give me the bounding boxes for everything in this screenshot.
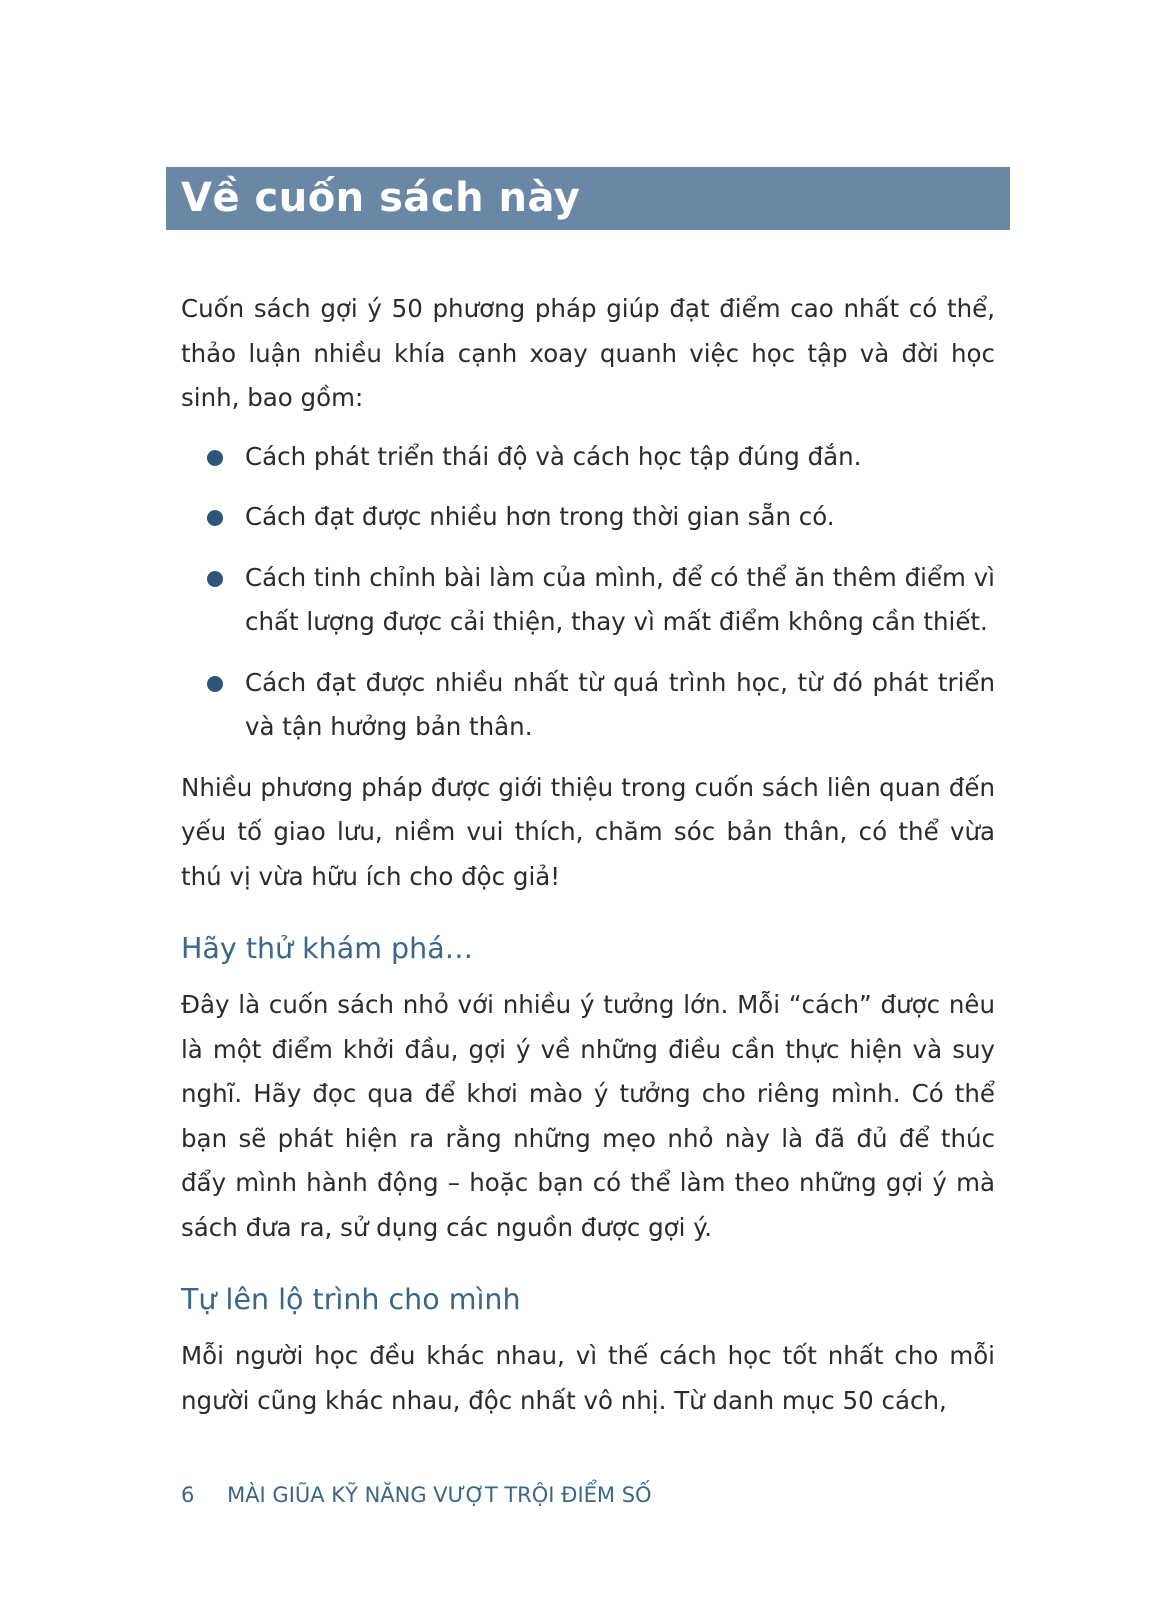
bullet-text: Cách đạt được nhiều nhất từ quá trình học, từ đó phát triển và tận hưởng bản thân. [245, 667, 995, 741]
bullet-dot-icon [207, 571, 223, 587]
bullet-dot-icon [207, 450, 223, 466]
bullet-item [181, 495, 995, 540]
bullet-text: Cách đạt được nhiều hơn trong thời gian sẵn có. [245, 502, 835, 531]
running-title: MÀI GIŨA KỸ NĂNG VƯỢT TRỘI ĐIỂM SỐ [227, 1483, 652, 1507]
bullet-text: Cách tinh chỉnh bài làm của mình, để có thể ăn thêm điểm vì chất lượng được cải thiện, thay vì mất điểm không cần thiết. [245, 562, 995, 636]
title-band [166, 167, 1010, 230]
page-content [181, 287, 995, 1423]
intro-paragraph: Cuốn sách gợi ý 50 phương pháp giúp đạt điểm cao nhất có thể, thảo luận nhiều khía cạnh xoay quanh việc học tập và đời học sinh, bao gồm: [181, 294, 995, 412]
bullet-list [181, 435, 995, 750]
bullet-item [181, 556, 995, 645]
page-title: Về cuốn sách này [181, 175, 581, 221]
page-footer [181, 1480, 652, 1510]
section-heading-explore: Hãy thử khám phá… [181, 932, 474, 965]
section-heading-roadmap: Tự lên lộ trình cho mình [181, 1283, 521, 1316]
paragraph-two: Nhiều phương pháp được giới thiệu trong cuốn sách liên quan đến yếu tố giao lưu, niềm vui thích, chăm sóc bản thân, có thể vừa thú vị vừa hữu ích cho độc giả! [181, 772, 995, 891]
section-explore-text: Đây là cuốn sách nhỏ với nhiều ý tưởng lớn. Mỗi “cách” được nêu là một điểm khởi đầu, gợi ý về những điều cần thực hiện và suy nghĩ. Hãy đọc qua để khơi mào ý tưởng cho riêng mình. Có thể bạn sẽ phát hiện ra rằng những mẹo nhỏ này là đã đủ để thúc đẩy mình hành động – hoặc bạn có thể làm theo những gợi ý mà sách đưa ra, sử dụng các nguồn được gợi ý. [181, 990, 995, 1242]
bullet-dot-icon [207, 676, 223, 692]
section-roadmap-text: Mỗi người học đều khác nhau, vì thế cách học tốt nhất cho mỗi người cũng khác nhau, độc nhất vô nhị. Từ danh mục 50 cách, [181, 1341, 995, 1415]
page-number: 6 [181, 1483, 195, 1507]
bullet-dot-icon [207, 510, 223, 526]
bullet-text: Cách phát triển thái độ và cách học tập đúng đắn. [245, 441, 862, 471]
bullet-item [181, 661, 995, 750]
bullet-item [181, 435, 995, 480]
